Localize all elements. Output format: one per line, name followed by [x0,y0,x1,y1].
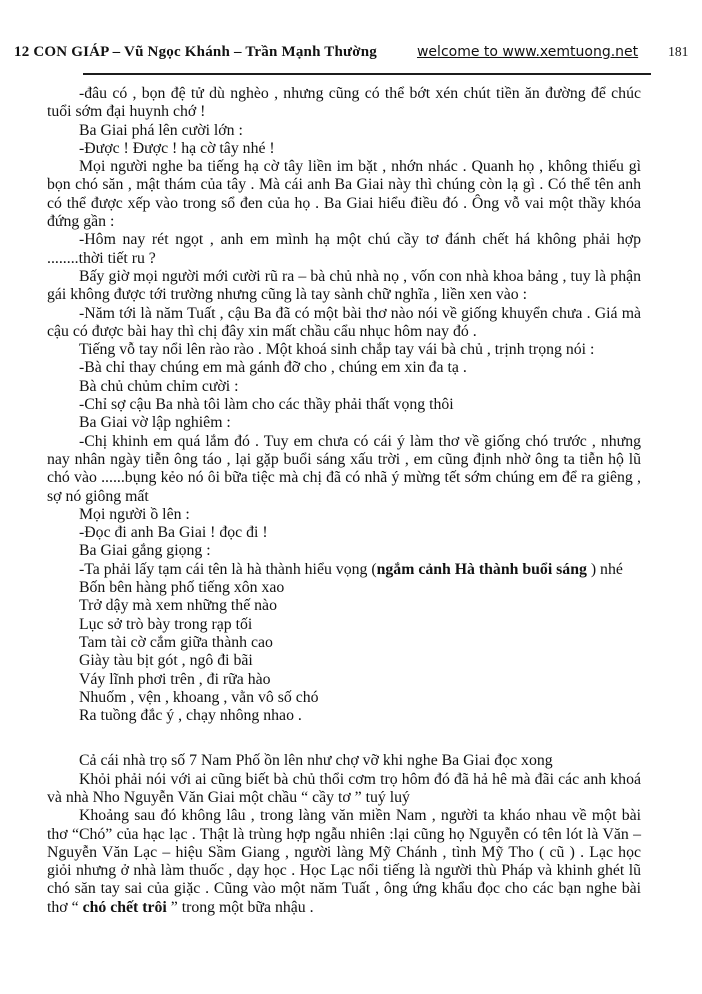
text-segment: -Được ! Được ! hạ cờ tây nhé ! [79,139,275,157]
bold-text-segment: chó chết trôi [82,898,167,916]
paragraph [47,414,641,432]
paragraph [47,140,641,158]
text-segment: ” trong một bữa nhậu . [166,898,314,916]
site-link[interactable]: welcome to www.xemtuong.net [416,44,639,60]
paragraph [47,122,641,140]
poem-line [47,707,641,725]
text-segment: Ra tuồng đắc ý , chạy nhông nhao . [79,707,302,725]
text-segment: Khỏi phải nói với ai cũng biết bà chủ thổi cơm trọ hôm đó đã hả hê mà đãi các anh khoá và nhà Nho Nguyễn Văn Giai một chầu “ cầy tơ ” tuý luý [47,770,641,806]
text-segment: ) nhé [586,560,623,578]
poem-line [47,671,641,689]
text-segment: Bấy giờ mọi người mới cười rũ ra – bà chủ nhà nọ , vốn con nhà khoa bảng , tuy là phận gái không được tới trường nhưng cũng là tay sành chữ nghĩa , liền xen vào : [47,267,641,304]
text-segment: -Chị khinh em quá lắm đó . Tuy em chưa có cái ý làm thơ về giống chó trước , nhưng nay nhân ngày tiễn ông táo , lại gặp buổi sáng xấu trời , em cũng định nhờ ông ta tiễn hộ lũ chó vào ......bụng kẻo nó ôi bữa tiệc mà chị đã có nhã ý mừng tết sớm chúng em để ra giêng , sợ nó giông mất [47,432,641,505]
paragraph [47,359,641,377]
paragraph [47,506,641,524]
text-segment: -Bà chỉ thay chúng em mà gánh đỡ cho , chúng em xin đa tạ . [79,359,467,377]
text-segment: Tiếng vỗ tay nổi lên rào rào . Một khoá sinh chắp tay vái bà chủ , trịnh trọng nói : [79,341,595,359]
text-segment: Mọi người nghe ba tiếng hạ cờ tây liền im bặt , nhớn nhác . Quanh họ , không thiếu gì bọn chó săn , mật thám của tây . Mà cái anh Ba Giai này thì chúng còn lạ gì . Có thể tên anh có thể được xếp vào trong sổ đen của họ . Ba Giai hiểu điều đó . Ông vỗ vai một thầy khóa đứng gần : [47,158,641,231]
page-header [14,44,689,61]
blank-line [47,725,641,752]
text-segment: Nhuốm , vện , khoang , vằn vô số chó [79,688,319,706]
text-segment: Ba Giai gắng giọng : [79,542,211,560]
paragraph [47,561,641,579]
paragraph [47,231,641,268]
text-segment: Ba Giai vờ lập nghiêm : [79,414,231,432]
text-segment: -Chỉ sợ cậu Ba nhà tôi làm cho các thầy phải thất vọng thôi [79,396,454,414]
paragraph [47,341,641,359]
paragraph [47,524,641,542]
text-segment: Trở dậy mà xem những thế nào [79,597,277,615]
text-segment: Bốn bên hàng phố tiếng xôn xao [79,579,285,597]
paragraph [47,85,641,122]
paragraph [47,771,641,808]
text-segment: Váy lĩnh phơi trên , đi rữa hào [79,670,271,688]
paragraph [47,542,641,560]
paragraph [47,396,641,414]
text-segment: Ba Giai phá lên cười lớn : [79,121,243,139]
text-segment: Giày tàu bịt gót , ngô đi bãi [79,652,253,670]
text-segment: Cả cái nhà trọ số 7 Nam Phố ồn lên như chợ vỡ khi nghe Ba Giai đọc xong [79,752,553,770]
header-divider [83,73,651,75]
poem-line [47,616,641,634]
body-text [47,85,641,917]
text-segment: -Đọc đi anh Ba Giai ! đọc đi ! [79,524,268,542]
text-segment: Mọi người ồ lên : [79,505,190,523]
page-number: 181 [668,44,689,59]
text-segment: Bà chủ chủm chỉm cười : [79,377,239,395]
text-segment: Tam tài cờ cắm giữa thành cao [79,633,273,651]
paragraph [47,807,641,917]
paragraph [47,752,641,770]
poem-line [47,652,641,670]
text-segment: -Hôm nay rét ngọt , anh em mình hạ một chú cầy tơ đánh chết há không phải hợp ........thời tiết ru ? [47,231,641,267]
paragraph [47,305,641,342]
text-segment: -Năm tới là năm Tuất , cậu Ba đã có một bài thơ nào nói về giống khuyển chưa . Giá mà cậu có được bài hay thì chị đây xin mất chầu cẩu nhục hôm nay đó . [47,304,641,340]
text-segment: -Ta phải lấy tạm cái tên là hà thành hiểu vọng ( [79,560,377,578]
paragraph [47,158,641,231]
bold-text-segment: ngắm cảnh Hà thành buổi sáng [376,560,587,578]
poem-line [47,689,641,707]
poem-line [47,597,641,615]
book-title: 12 CON GIÁP – Vũ Ngọc Khánh – Trần Mạnh Thường [14,44,377,60]
paragraph [47,268,641,305]
text-segment: -đâu có , bọn đệ tử dù nghèo , nhưng cũng có thể bớt xén chút tiền ăn đường để chúc tuổi sớm đại huynh chớ ! [47,85,641,121]
poem-line [47,634,641,652]
paragraph [47,433,641,506]
text-segment: Khoảng sau đó không lâu , trong làng văn miền Nam , người ta kháo nhau về một bài thơ “Chó” của hạc lạc . Thật là trùng hợp ngẫu nhiên :lại cũng họ Nguyễn có tên lót là Văn – Nguyễn Văn Lạc – hiệu Sầm Giang , người làng Mỹ Chánh , tình Mỹ Tho ( cũ ) . Lạc học giỏi nhưng ở nhà làm thuốc , dạy học . Học Lạc nổi tiếng là người thù Pháp và khinh ghét lũ chó săn tay sai của giặc . Cũng vào một năm Tuất , ông ứng khẩu đọc cho các bạn nghe bài thơ “ [47,807,641,916]
paragraph [47,378,641,396]
text-segment: Lục sở trò bày trong rạp tối [79,615,253,633]
poem-line [47,579,641,597]
